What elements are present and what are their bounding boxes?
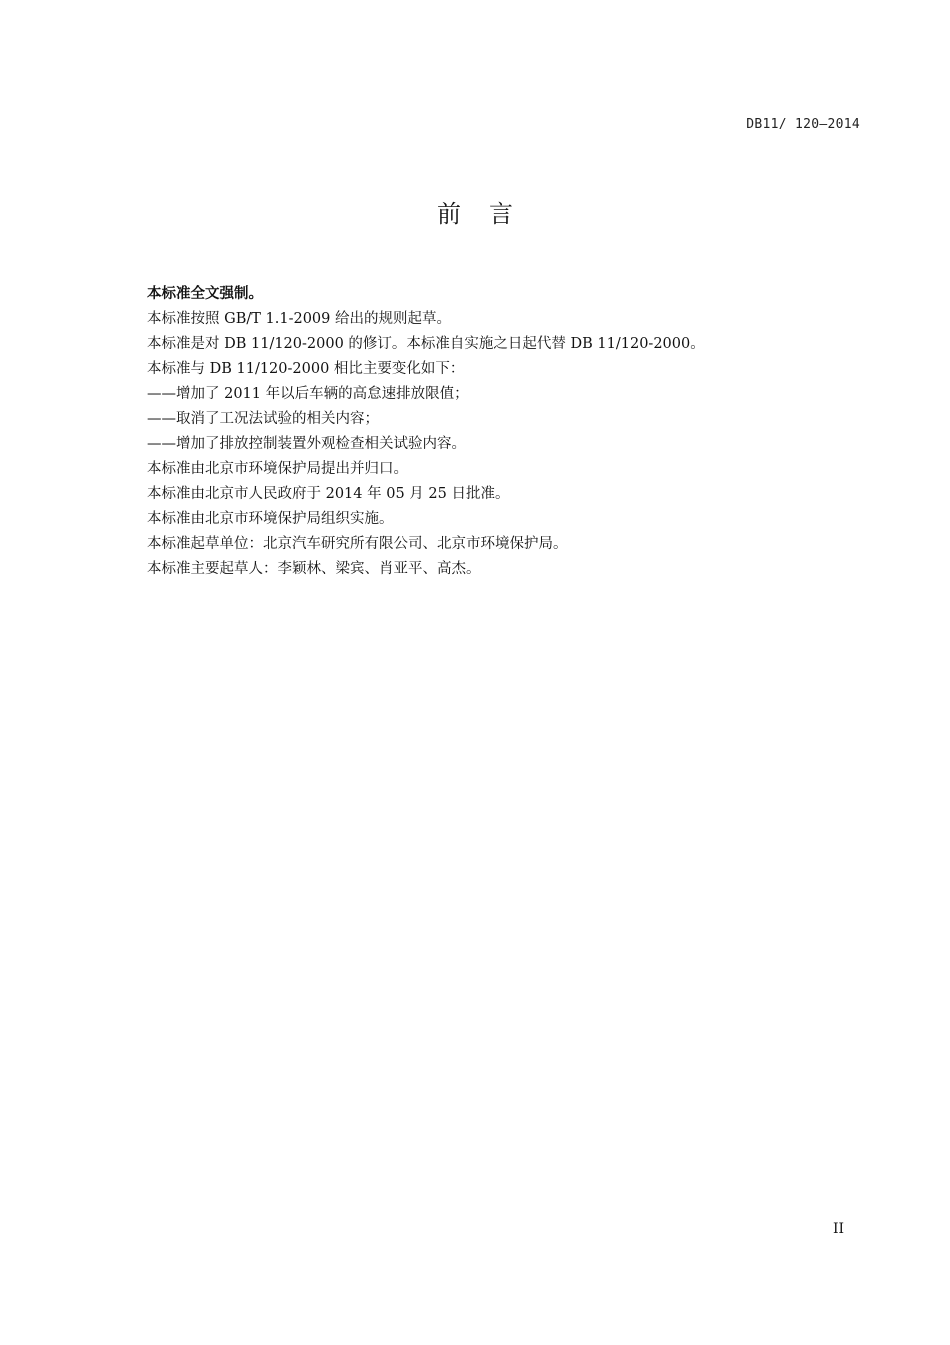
paragraph-revision-note: 本标准是对 DB 11/120-2000 的修订。本标准自实施之日起代替 DB 11/120-2000。 [147, 336, 705, 352]
list-item-change: ——取消了工况法试验的相关内容； [147, 411, 379, 427]
foreword-body [147, 282, 847, 582]
paragraph-drafting-units: 本标准起草单位：北京汽车研究所有限公司、北京市环境保护局。 [147, 536, 568, 552]
document-code: DB11/ 120—2014 [746, 117, 860, 132]
paragraph-implementation: 本标准由北京市环境保护局组织实施。 [147, 511, 394, 527]
page-number: II [833, 1221, 845, 1237]
paragraph-changes-intro: 本标准与 DB 11/120-2000 相比主要变化如下： [147, 361, 465, 377]
paragraph-drafters: 本标准主要起草人：李颖林、梁宾、肖亚平、高杰。 [147, 561, 481, 577]
paragraph-proposer: 本标准由北京市环境保护局提出并归口。 [147, 461, 408, 477]
paragraph-mandatory-statement: 本标准全文强制。 [147, 286, 263, 302]
paragraph-approval: 本标准由北京市人民政府于 2014 年 05 月 25 日批准。 [147, 486, 510, 502]
list-item-change: ——增加了 2011 年以后车辆的高怠速排放限值； [147, 386, 469, 402]
list-item-change: ——增加了排放控制装置外观检查相关试验内容。 [147, 436, 466, 452]
paragraph-drafting-rules: 本标准按照 GB/T 1.1-2009 给出的规则起草。 [147, 311, 451, 327]
page-title: 前言 [437, 200, 541, 228]
